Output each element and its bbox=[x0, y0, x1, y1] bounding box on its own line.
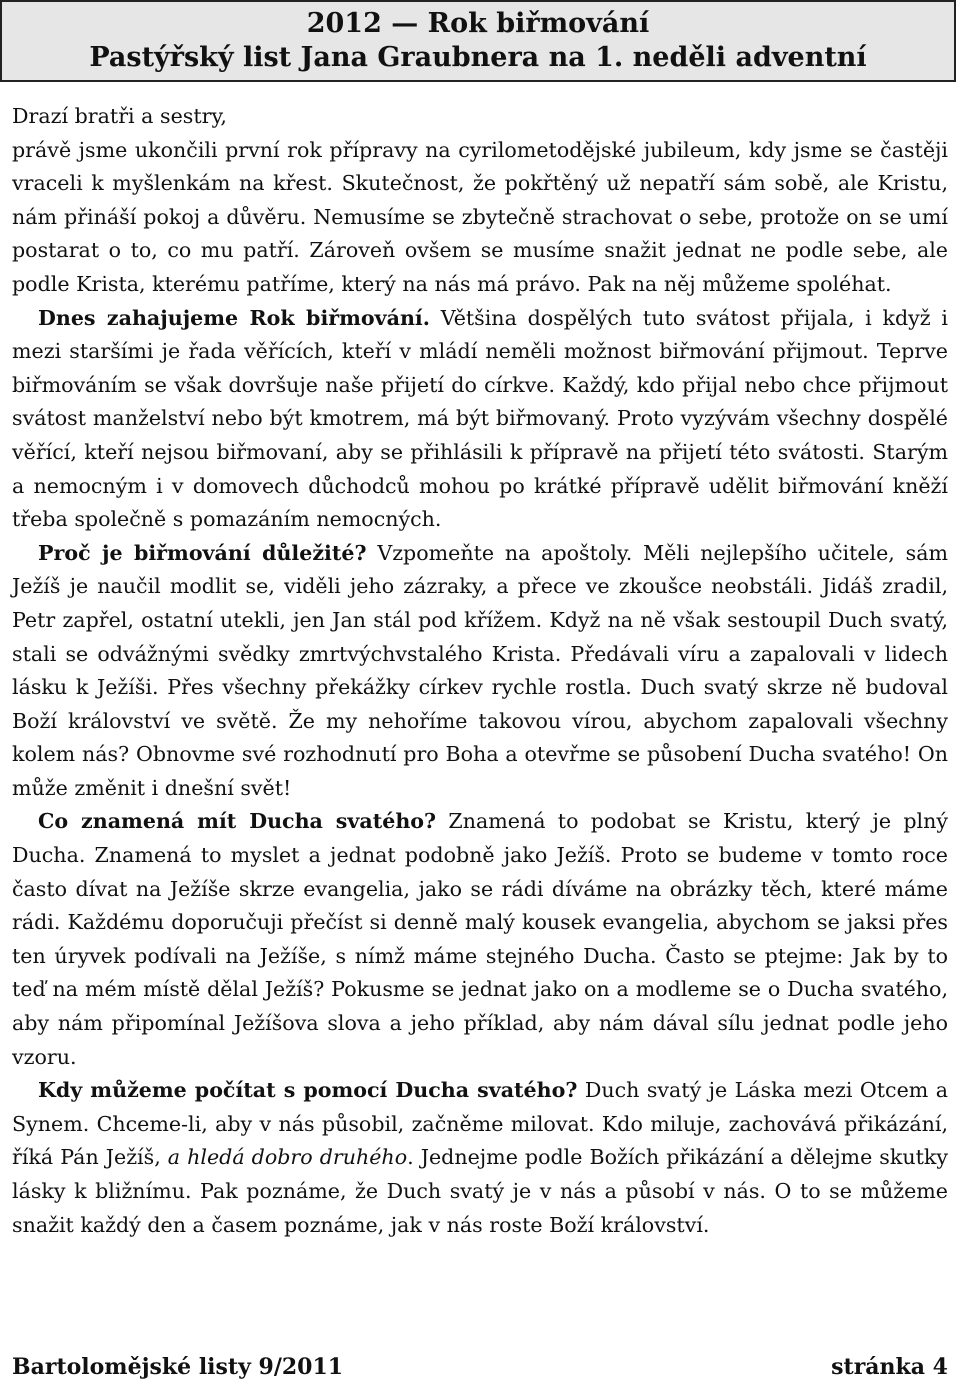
page-footer bbox=[12, 1352, 948, 1382]
paragraph-confirmation-year bbox=[12, 302, 948, 537]
paragraph-text: Vzpomeňte na apoštoly. Měli nejlepšího učitele, sám Ježíš je naučil modlit se, viděli jeho zázraky, a přece ve zkoušce neobstáli. Jidáš zradil, Petr zapřel, ostatní utekli, jen Jan stál pod křížem. Když na ně však sestoupil Duch svatý, stali se odvážnými svědky zmrtvýchvstalého Krista. Předávali víru a zapalovali v lidech lásku k Ježíši. Přes všechny překážky církev rychle rostla. Duch svatý skrze ně budoval Boží království ve světě. Že my nehoříme takovou vírou, abychom zapalovali všechny kolem nás? Obnovme své rozhodnutí pro Boha a otevřme se působení Ducha svatého! On může změnit i dnešní svět! bbox=[12, 540, 948, 800]
page-title: 2012 — Rok biřmování bbox=[306, 8, 650, 39]
paragraph-text: Většina dospělých tuto svátost přijala, i když i mezi staršími je řada věřících, kteří v mládí neměli možnost biřmování přijmout. Teprve biřmováním se však dovršuje naše přijetí do církve. Každý, kdo přijal nebo chce přijmout svátost manželství nebo být kmotrem, má být biřmovaný. Proto vyzývám všechny dospělé věřící, kteří nejsou biřmovaní, aby se přihlásili k přípravě na přijetí této svátosti. Starým a nemocným i v domovech důchodců mohou po krátké přípravě udělit biřmování kněží třeba společně s pomazáním nemocných. bbox=[12, 305, 948, 532]
page-subtitle: Pastýřský list Jana Graubnera na 1. neděli adventní bbox=[89, 42, 867, 73]
paragraph-when-help bbox=[12, 1074, 948, 1242]
paragraph-text: Znamená to podobat se Kristu, který je plný Ducha. Znamená to myslet a jednat podobně jako Ježíš. Proto se budeme v tomto roce často dívat na Ježíše skrze evangelia, jako se rádi díváme na obrázky těch, které máme rádi. Každému doporučuji přečíst si denně malý kousek evangelia, abychom se jaksi přes ten úryvek podívali na Ježíše, s nímž máme stejného Ducha. Často se ptejme: Jak by to teď na mém místě dělal Ježíš? Pokusme se jednat jako on a modleme se o Ducha svatého, aby nám připomínal Ježíšova slova a jeho příklad, aby nám dával sílu jednat podle jeho vzoru. bbox=[12, 809, 948, 1069]
page-number: stránka 4 bbox=[831, 1354, 948, 1380]
paragraph-text: Duch svatý je Láska mezi Otcem a Synem. Chceme-li, aby v nás působil, začněme milovat. Kdo miluje, zachovává přikázání, říká Pán Ježíš, bbox=[12, 1078, 948, 1170]
publication-name: Bartolomějské listy 9/2011 bbox=[12, 1354, 344, 1380]
paragraph-lead: Dnes zahajujeme Rok biřmování. bbox=[38, 305, 430, 330]
paragraph-what-means bbox=[12, 805, 948, 1074]
salutation: Drazí bratři a sestry, bbox=[12, 104, 227, 128]
paragraph-why-important bbox=[12, 537, 948, 806]
paragraph-text: . Jednejme podle Božích přikázání a dělejme skutky lásky k bližnímu. Pak poznáme, že Duch svatý je v nás a působí v nás. O to se můžeme snažit každý den a časem poznáme, jak v nás roste Boží království. bbox=[12, 1145, 949, 1237]
paragraph-intro: právě jsme ukončili první rok přípravy na cyrilometodějské jubileum, kdy jsme se častěji vraceli k myšlenkám na křest. Skutečnost, že pokřtěný už nepatří sám sobě, ale Kristu, nám přináší pokoj a důvěru. Nemusíme se zbytečně strachovat o sebe, protože on se umí postarat o to, co mu patří. Zároveň ovšem se musíme snažit jednat ne podle sebe, ale podle Krista, kterému patříme, který na nás má právo. Pak na něj můžeme spoléhat. bbox=[12, 137, 948, 296]
paragraph-italic-text: a hledá dobro druhého bbox=[167, 1145, 408, 1170]
paragraph-lead: Proč je biřmování důležité? bbox=[38, 540, 367, 565]
paragraph-lead: Kdy můžeme počítat s pomocí Ducha svatého? bbox=[38, 1078, 578, 1103]
paragraph-lead: Co znamená mít Ducha svatého? bbox=[38, 809, 437, 834]
title-box bbox=[0, 0, 956, 82]
letter-body bbox=[12, 100, 948, 1242]
